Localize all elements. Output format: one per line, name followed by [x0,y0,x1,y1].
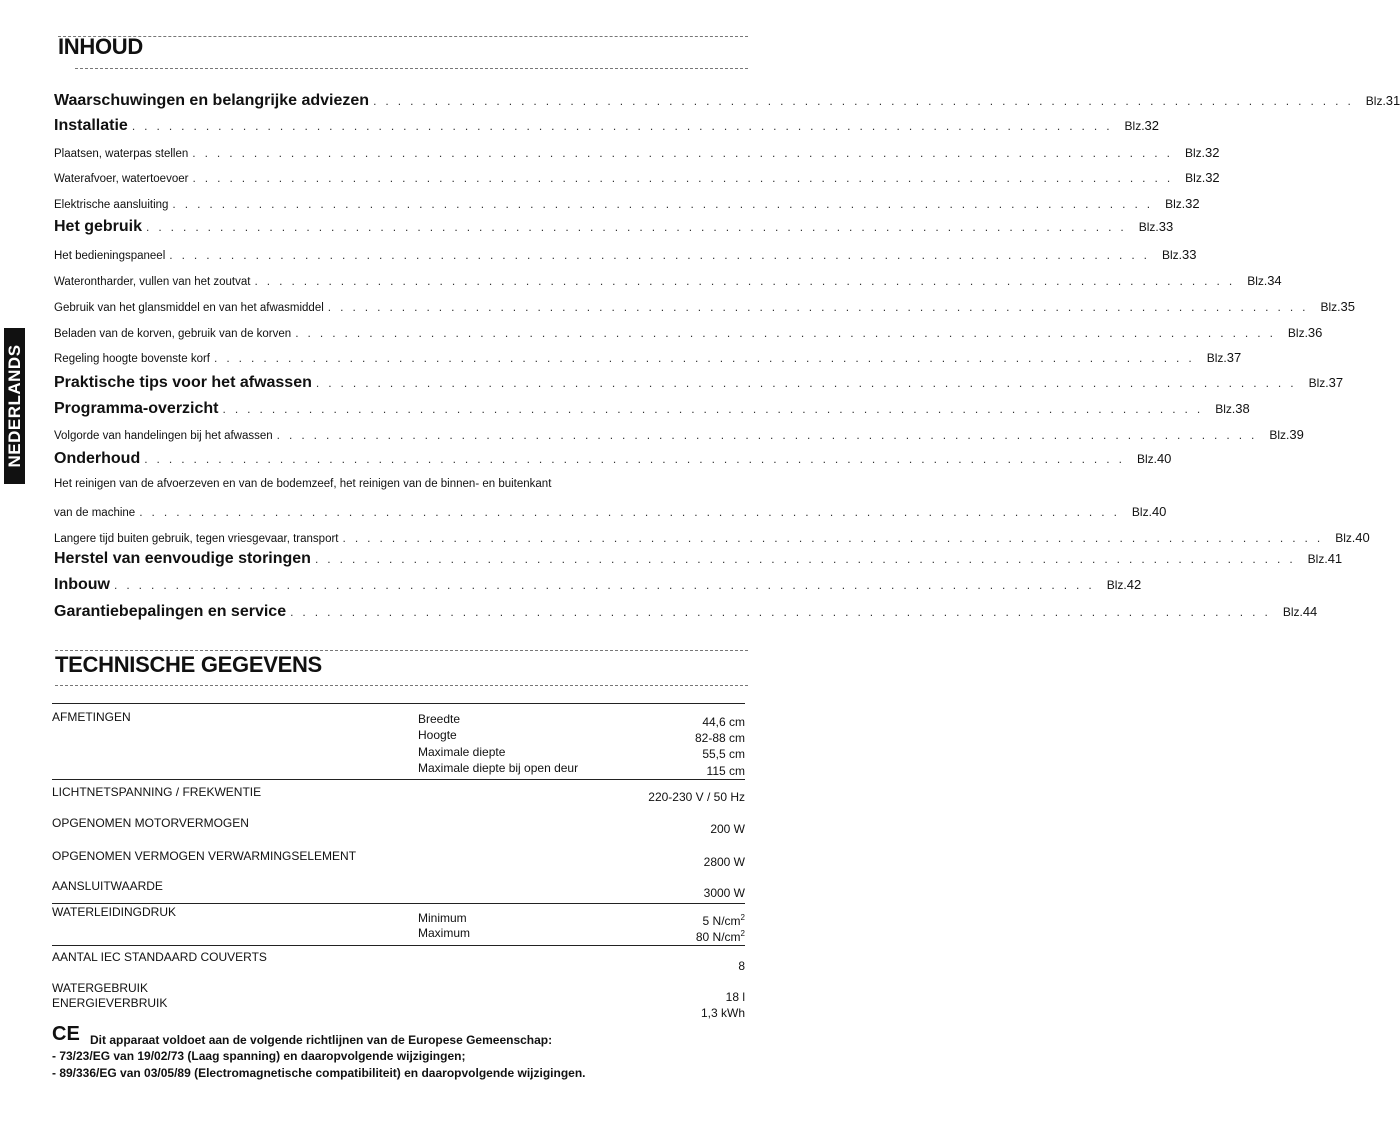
page-number: 34 [1267,273,1282,288]
spec-value: 1,3 kWh [700,1006,745,1020]
toc-entry[interactable] [54,117,1160,135]
toc-entry-label: Volgorde van handelingen bij het afwassen [54,430,273,442]
dot-leader: ................................................................................ [327,300,1315,314]
dot-leader: ................................................................................ [373,94,1360,108]
dot-leader: ................................................................................ [192,171,1180,185]
dot-leader: ................................................................................ [295,326,1282,340]
divider [75,68,748,69]
toc-entry[interactable] [54,576,1142,594]
toc-entry-label: van de machine [54,507,136,519]
ce-mark-icon: CE [52,1023,80,1045]
toc-entry[interactable] [54,550,1343,568]
spec-value: 115 cm [706,764,745,778]
toc-entry-label: Garantiebepalingen en service [54,603,287,620]
language-label: NEDERLANDS [4,344,24,468]
spec-value: 5 $N/cm^2$ [702,913,745,928]
page-number: 33 [1182,247,1197,262]
page-number: 41 [1327,551,1343,566]
page-prefix: Blz. [1282,605,1303,619]
language-tab [4,328,25,484]
dot-leader: ................................................................................ [113,578,1101,592]
page-prefix: Blz. [1131,505,1152,519]
row-divider [52,945,745,946]
toc-entry[interactable] [54,374,1344,392]
page-number: 33 [1158,219,1174,234]
page-prefix: Blz. [1247,274,1268,288]
page-prefix: Blz. [1206,351,1227,365]
toc-entry[interactable] [54,218,1174,236]
page-prefix: Blz. [1365,94,1386,108]
divider [55,650,748,651]
page-prefix: Blz. [1269,428,1290,442]
toc-entry-label: Plaatsen, waterpas stellen [54,148,189,160]
compliance-intro: Dit apparaat voldoet aan de volgende richtlijnen van de Europese Gemeenschap: [90,1033,553,1047]
page-prefix: Blz. [1308,376,1329,390]
spec-value: 220-230 V / 50 Hz [648,790,745,804]
page-number: 32 [1205,170,1220,185]
spec-label: ENERGIEVERBRUIK [52,996,168,1010]
spec-sublabel: Maximum [418,926,471,940]
toc-title: INHOUD [58,34,143,59]
page-prefix: Blz. [1307,552,1328,566]
dot-leader: ................................................................................ [169,248,1156,262]
toc-entry-label: Langere tijd buiten gebruik, tegen vriesgevaar, transport [54,533,339,545]
toc-entry-label: Herstel van eenvoudige storingen [54,550,311,567]
spec-value: 55,5 cm [702,747,745,761]
specs-title: TECHNISCHE GEGEVENS [55,652,322,677]
spec-label: OPGENOMEN MOTORVERMOGEN [52,816,249,830]
spec-label: WATERGEBRUIK [52,981,149,995]
toc-entry[interactable] [54,247,1197,262]
dot-leader: ................................................................................ [131,119,1119,133]
toc-entry-label: Onderhoud [54,450,141,467]
dot-leader: ................................................................................ [254,274,1242,288]
toc-entry[interactable] [54,145,1220,160]
dot-leader: ................................................................................ [172,197,1160,211]
dot-leader: ................................................................................ [315,376,1303,390]
toc-entry-label: Het gebruik [54,218,143,235]
toc-entry-label: Gebruik van het glansmiddel en van het afwasmiddel [54,302,324,314]
dot-leader: ................................................................................ [144,452,1131,466]
toc-entry-label: Regeling hoogte bovenste korf [54,353,210,365]
directive-item: - 89/336/EG van 03/05/89 (Electromagnetische compatibiliteit) en daaropvolgende wijzigingen. [52,1066,586,1080]
spec-value: 18 l [725,990,745,1004]
page-number: 35 [1340,299,1355,314]
page-number: 36 [1307,325,1323,340]
row-divider [52,703,745,704]
page-prefix: Blz. [1136,452,1157,466]
page-number: 42 [1126,577,1142,592]
toc-entry[interactable] [54,450,1172,468]
toc-entry-label: Waterafvoer, watertoevoer [54,173,189,185]
toc-entry[interactable] [54,504,1167,519]
spec-value: 2800 W [703,855,745,869]
page-prefix: Blz. [1185,171,1206,185]
toc-entry[interactable] [54,427,1304,442]
toc-entry[interactable] [54,400,1250,418]
page-number: 32 [1204,145,1220,160]
page-number: 44 [1302,604,1318,619]
dot-leader: ................................................................................ [146,220,1133,234]
spec-sublabel: Hoogte [418,728,457,742]
page-prefix: Blz. [1215,402,1236,416]
toc-entry-label: Waarschuwingen en belangrijke adviezen [54,92,370,109]
toc-entry-label: Praktische tips voor het afwassen [54,374,312,391]
spec-value: 3000 W [703,886,745,900]
spec-sublabel: Maximale diepte [418,745,506,759]
toc-entry-label: Het reinigen van de afvoerzeven en van de bodemzeef, het reinigen van de binnen- en buitenkant [54,478,552,490]
spec-value: 82-88 cm [694,731,745,745]
toc-entry[interactable] [54,530,1370,545]
row-divider [52,903,745,904]
toc-entry-label: Programma-overzicht [54,400,219,417]
dot-leader: ................................................................................ [314,552,1302,566]
dot-leader: ................................................................................ [192,146,1179,160]
spec-value: 8 [738,959,745,973]
spec-value: 44,6 cm [702,715,745,729]
page-number: 39 [1289,427,1304,442]
page-number: 37 [1226,350,1242,365]
toc-entry-label: Het bedieningspaneel [54,250,166,262]
dot-leader: ................................................................................ [214,351,1201,365]
toc-entry-label: Waterontharder, vullen van het zoutvat [54,276,251,288]
page-number: 40 [1151,504,1167,519]
spec-label: WATERLEIDINGDRUK [52,905,177,919]
page-prefix: Blz. [1106,578,1127,592]
toc-entry[interactable] [54,273,1282,288]
toc-entry[interactable] [54,92,1400,110]
divider [58,36,748,37]
page-number: 40 [1355,530,1370,545]
toc-entry[interactable] [54,603,1318,621]
page-number: 40 [1156,451,1172,466]
page-prefix: Blz. [1184,146,1205,160]
page-prefix: Blz. [1138,220,1159,234]
spec-sublabel: Breedte [418,712,461,726]
spec-label: OPGENOMEN VERMOGEN VERWARMINGSELEMENT [52,849,357,863]
dot-leader: ................................................................................ [290,605,1277,619]
page-prefix: Blz. [1287,326,1308,340]
spec-label: AANTAL IEC STANDAARD COUVERTS [52,950,267,964]
toc-entry[interactable] [54,325,1323,340]
toc-entry-label: Installatie [54,117,128,134]
spec-value: 200 W [710,822,745,836]
page-number: 37 [1328,375,1344,390]
spec-label: AANSLUITWAARDE [52,879,163,893]
toc-entry-label: Elektrische aansluiting [54,199,169,211]
page-prefix: Blz. [1161,248,1182,262]
divider [55,685,748,686]
toc-entry[interactable] [54,350,1242,365]
page-number: 31 [1385,93,1400,108]
spec-sublabel: Maximale diepte bij open deur [418,761,579,775]
spec-sublabel: Minimum [418,911,467,925]
page-number: 38 [1235,401,1250,416]
page-number: 32 [1144,118,1160,133]
toc-entry-label: Inbouw [54,576,110,593]
page-prefix: Blz. [1335,531,1356,545]
dot-leader: ................................................................................ [276,428,1264,442]
page-prefix: Blz. [1320,300,1341,314]
spec-value: 80 $N/cm^2$ [695,929,745,944]
spec-label: LICHTNETSPANNING / FREKWENTIE [52,785,262,799]
page-number: 32 [1185,196,1200,211]
toc-entry-label: Beladen van de korven, gebruik van de korven [54,328,292,340]
dot-leader: ................................................................................ [222,402,1210,416]
toc-entry[interactable] [54,170,1220,185]
directive-item: - 73/23/EG van 19/02/73 (Laag spanning) en daaropvolgende wijzigingen; [52,1049,466,1063]
dot-leader: ................................................................................ [342,531,1330,545]
row-divider [52,779,745,780]
toc-entry[interactable] [54,196,1200,211]
page-prefix: Blz. [1124,119,1145,133]
page-prefix: Blz. [1165,197,1186,211]
dot-leader: ................................................................................ [139,505,1126,519]
toc-entry[interactable] [54,299,1355,314]
spec-label: AFMETINGEN [52,710,131,724]
